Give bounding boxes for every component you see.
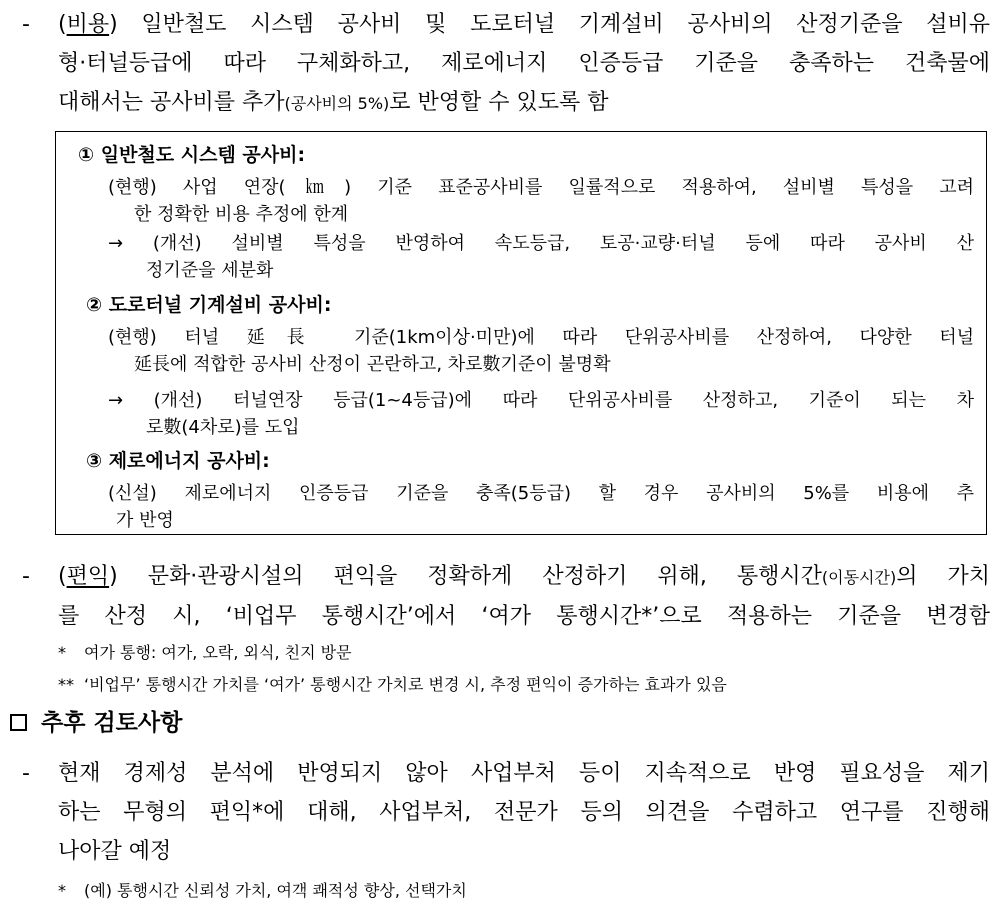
review-line-3: 나아갈 예정	[58, 839, 172, 864]
item1-improvement: → (개선) 설비별 특성을 반영하여 속도등급, 토공·교량·터널 등에 따라 공사비 산 정기준을 세분화	[108, 233, 974, 281]
square-bullet-icon	[10, 714, 27, 731]
benefit-line-2: 를 산정 시, ‘비업무 통행시간’에서 ‘여가 통행시간*’으로 적용하는 기준을 변경함	[58, 604, 990, 629]
footnote-2: ** ‘비업무’ 통행시간 가치를 ‘여가’ 통행시간 가치로 변경 시, 추정 편익이 증가하는 효과가 있음	[58, 673, 727, 697]
item3-new: (신설) 제로에너지 인증등급 기준을 충족(5등급) 할 경우 공사비의 5%를 비용에 추 가 반영	[108, 483, 974, 531]
cost-detail-box	[55, 131, 987, 535]
footnote-mark: **	[58, 675, 74, 694]
cost-tag: 비용	[66, 12, 110, 37]
cost-line-2: 형·터널등급에 따라 구체화하고, 제로에너지 인증등급 기준을 충족하는 건축물에	[58, 51, 990, 76]
benefit-paragraph	[22, 557, 990, 636]
item2-improvement: → (개선) 터널연장 등급(1~4등급)에 따라 단위공사비를 산정하고, 기준이 되는 차 로數(4차로)를 도입	[108, 390, 974, 438]
review-paragraph	[22, 754, 990, 871]
review-line-1: 현재 경제성 분석에 반영되지 않아 사업부처 등이 지속적으로 반영 필요성을 제기	[58, 761, 990, 786]
review-paragraph-body	[58, 754, 990, 871]
item2-current: (현행) 터널 延長 기준(1km이상·미만)에 따라 단위공사비를 산정하여, 다양한 터널 延長에 적합한 공사비 산정이 곤란하고, 차로數기준이 불명확	[108, 327, 974, 375]
dash-bullet: -	[22, 564, 30, 589]
cost-paragraph	[22, 5, 990, 123]
benefit-tag: 편익	[66, 564, 110, 589]
dash-bullet: -	[22, 761, 30, 786]
cost-note-inline: (공사비의 5%)	[284, 94, 390, 113]
review-section-header	[10, 706, 182, 740]
cost-line-3: 대해서는 공사비를 추가(공사비의 5%)로 반영할 수 있도록 함	[58, 90, 609, 115]
item3-heading: ③ 제로에너지 공사비:	[86, 450, 270, 472]
item2-heading: ② 도로터널 기계설비 공사비:	[86, 294, 332, 316]
cost-paragraph-body	[58, 5, 990, 123]
item1-heading: ① 일반철도 시스템 공사비:	[78, 144, 306, 166]
review-section-title: 추후 검토사항	[41, 710, 183, 736]
cost-line-1: (비용) 일반철도 시스템 공사비 및 도로터널 기계설비 공사비의 산정기준을 설비유	[58, 12, 991, 37]
benefit-line-1: (편익) 문화·관광시설의 편익을 정확하게 산정하기 위해, 통행시간(이동시간)의 가치	[58, 564, 991, 589]
dash-bullet: -	[22, 12, 30, 37]
review-footnote: * (예) 통행시간 신뢰성 가치, 여객 쾌적성 향상, 선택가치	[58, 879, 467, 903]
benefit-note-inline: (이동시간)	[821, 568, 897, 587]
item1-current: (현행) 사업 연장(㎞) 기준 표준공사비를 일률적으로 적용하여, 설비별 특성을 고려 한 정확한 비용 추정에 한계	[108, 177, 974, 225]
footnote-mark: *	[58, 643, 66, 662]
footnote-1: * 여가 통행: 여가, 오락, 외식, 친지 방문	[58, 641, 352, 665]
review-line-2: 하는 무형의 편익*에 대해, 사업부처, 전문가 등의 의견을 수렴하고 연구를 진행해	[58, 800, 990, 825]
footnote-mark: *	[58, 881, 66, 900]
benefit-paragraph-body	[58, 557, 990, 636]
